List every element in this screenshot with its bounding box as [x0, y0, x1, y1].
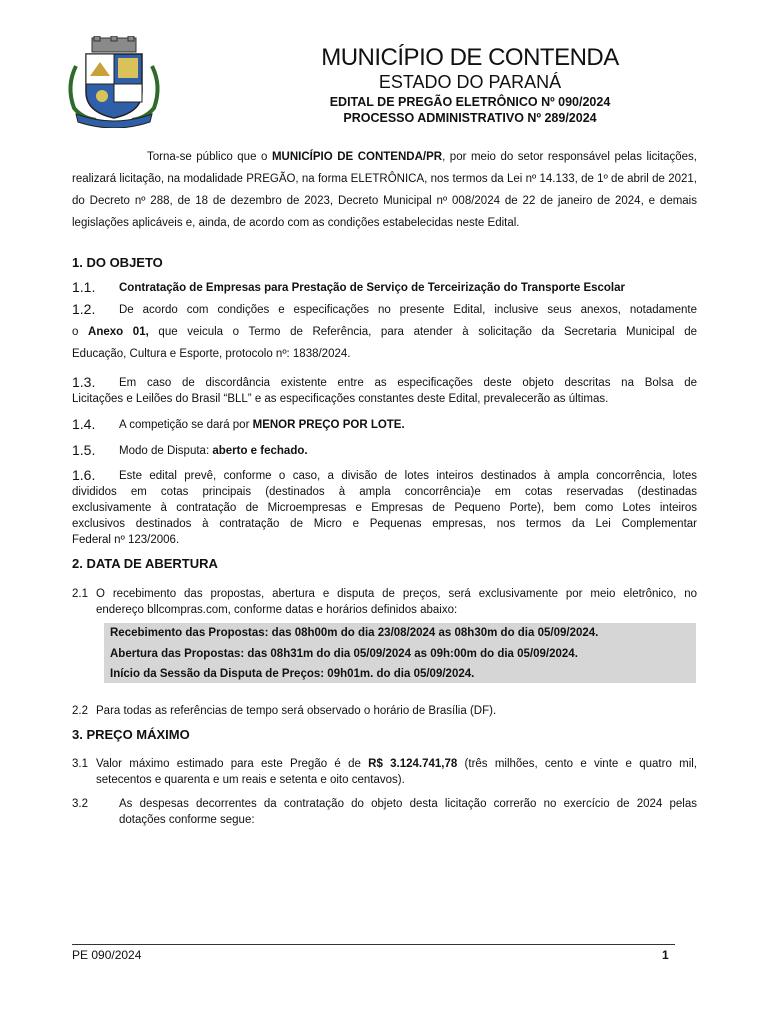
item-3-1-pre: Valor máximo estimado para este Pregão é de: [96, 758, 369, 770]
intro-post: , por meio do setor responsável pelas licitações, realizará licitação, na modalidade PREGÃO, na forma ELETRÔNICA, nos termos da Lei nº 14.133, de 1º de abril de 2021, do Decreto nº 288, de 18 de dezembro de 2023, Decreto Municipal nº 008/2024 de 22 de janeiro de 2024, e demais legislações aplicáveis e, ainda, de acordo com as condições estabelecidas neste Edital.: [72, 151, 697, 229]
item-2-1-number: 2.1: [72, 588, 88, 600]
item-1-2-line-a: De acordo com condições e especificações no presente Edital, inclusive seus anexos, notadamente: [119, 304, 697, 316]
schedule-session-start: Início da Sessão da Disputa de Preços: 09h01m. do dia 05/09/2024.: [110, 668, 475, 680]
item-1-1-text: Contratação de Empresas para Prestação de Serviço de Terceirização do Transporte Escolar: [119, 282, 625, 294]
process-number: PROCESSO ADMINISTRATIVO Nº 289/2024: [343, 111, 597, 125]
footer-divider: [72, 944, 675, 945]
item-1-2-b-bold: Anexo 01,: [88, 326, 149, 338]
item-1-2-b-pre: o: [72, 326, 89, 338]
item-3-2-number: 3.2: [72, 798, 88, 810]
item-1-2-b-post: que veicula o Termo de Referência, para atender à solicitação da Secretaria Municipal de: [148, 326, 698, 338]
item-1-4-number: 1.4.: [72, 416, 96, 432]
section-2-title: 2. DATA DE ABERTURA: [72, 556, 218, 571]
schedule-receipt: Recebimento das Propostas: das 08h00m do dia 23/08/2024 as 08h30m do dia 05/09/2024.: [110, 627, 599, 639]
item-1-6-line-b: divididos em cotas principais (destinados à ampla concorrência)e em cotas reservadas (destinadas: [72, 486, 697, 498]
municipal-crest-logo: [62, 36, 166, 128]
item-1-3-line-a: Em caso de discordância existente entre as especificações deste objeto descritas na Bolsa de: [119, 377, 697, 389]
item-1-5-text: [119, 444, 308, 459]
item-3-1-line-a: [96, 757, 697, 772]
intro-pre: Torna-se público que o: [147, 151, 272, 163]
item-1-4-bold: MENOR PREÇO POR LOTE.: [252, 419, 405, 431]
item-3-1-bold: R$ 3.124.741,78: [368, 758, 458, 770]
item-1-3-number: 1.3.: [72, 374, 96, 390]
item-1-1-number: 1.1.: [72, 279, 96, 295]
section-3-title: 3. PREÇO MÁXIMO: [72, 727, 190, 742]
item-3-1-line-b: setecentos e quarenta e um reais e setenta e oito centavos).: [96, 774, 405, 786]
item-2-2-text: Para todas as referências de tempo será observado o horário de Brasília (DF).: [96, 705, 497, 717]
page-number: 1: [662, 948, 669, 962]
item-2-1-line-b: endereço bllcompras.com, conforme datas e horários definidos abaixo:: [96, 604, 458, 616]
item-1-6-line-a: Este edital prevê, conforme o caso, a divisão de lotes inteiros destinados à ampla concorrência, lotes: [119, 470, 697, 482]
item-1-5-bold: aberto e fechado.: [212, 445, 308, 457]
item-3-1-post: (três milhões, cento e vinte e quatro mil,: [457, 758, 697, 770]
item-1-6-line-e: Federal nº 123/2006.: [72, 534, 180, 546]
intro-entity: MUNICÍPIO DE CONTENDA/PR: [271, 151, 443, 163]
intro-paragraph: [72, 146, 697, 234]
schedule-opening: Abertura das Propostas: das 08h31m do dia 05/09/2024 as 09h:00m do dia 05/09/2024.: [110, 648, 578, 660]
item-1-4-text: [119, 418, 405, 433]
item-1-6-line-d: exclusivos destinados à contratação de Micro e Pequenas empresas, nos termos da Lei Complementar: [72, 518, 697, 530]
item-3-2-line-b: dotações conforme segue:: [119, 814, 255, 826]
item-1-2-number: 1.2.: [72, 301, 96, 317]
item-2-1-line-a: O recebimento das propostas, abertura e disputa de preços, será exclusivamente por meio eletrônico, no: [96, 588, 697, 600]
state-title: ESTADO DO PARANÁ: [378, 72, 562, 92]
item-3-2-line-a: As despesas decorrentes da contratação do objeto desta licitação correrão no exercício de 2024 pelas: [119, 798, 697, 810]
footer-doc-id: PE 090/2024: [72, 948, 142, 962]
item-2-2-number: 2.2: [72, 705, 88, 717]
item-3-1-number: 3.1: [72, 758, 88, 770]
item-1-3-line-b: Licitações e Leilões do Brasil “BLL” e as especificações constantes deste Edital, prevalecerão as últimas.: [72, 393, 609, 405]
item-1-4-pre: A competição se dará por: [119, 419, 253, 431]
section-1-title: 1. DO OBJETO: [72, 255, 163, 270]
municipality-title: MUNICÍPIO DE CONTENDA: [321, 44, 619, 71]
item-1-6-line-c: exclusivamente à contratação de Microempresas e Empresas de Pequeno Porte), bem como Lotes inteiros: [72, 502, 697, 514]
edital-number: EDITAL DE PREGÃO ELETRÔNICO Nº 090/2024: [329, 95, 611, 109]
item-1-5-number: 1.5.: [72, 442, 96, 458]
item-1-2-line-c: Educação, Cultura e Esporte, protocolo nº: 1838/2024.: [72, 348, 351, 360]
item-1-2-line-b: [72, 325, 697, 340]
item-1-6-number: 1.6.: [72, 467, 96, 483]
item-1-5-pre: Modo de Disputa:: [119, 445, 213, 457]
